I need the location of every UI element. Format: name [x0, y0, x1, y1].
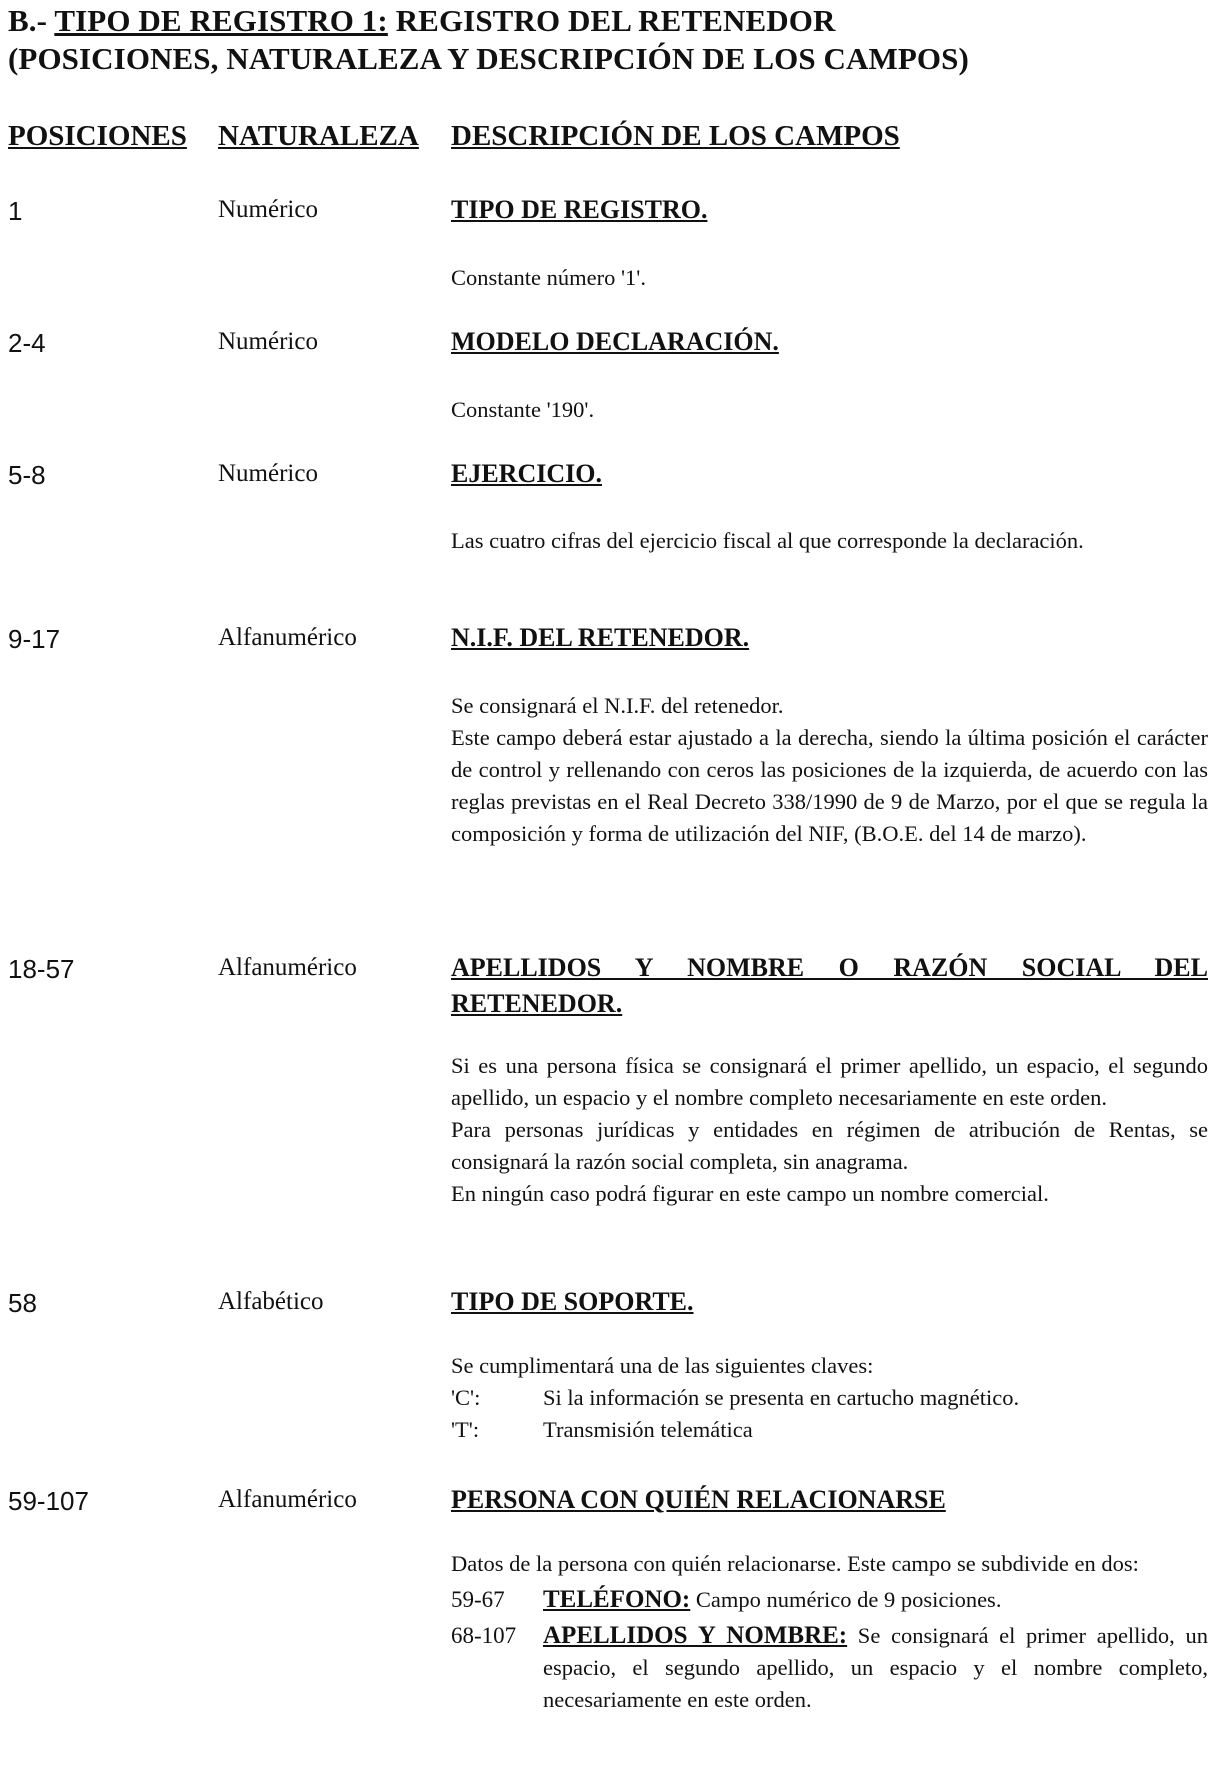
column-header-nature: NATURALEZA: [218, 120, 419, 152]
description-paragraph: En ningún caso podrá figurar en este campo un nombre comercial.: [451, 1181, 1049, 1206]
description-paragraph: Datos de la persona con quién relacionarse. Este campo se subdivide en dos:: [451, 1551, 1139, 1576]
field-positions: 59-107: [8, 1486, 89, 1516]
key-text: Si la información se presenta en cartucho magnético.: [543, 1385, 1020, 1410]
subfield-positions: 68-107: [451, 1623, 517, 1648]
subfield-row: [451, 1620, 1208, 1716]
field-name: APELLIDOS Y NOMBRE O RAZÓN SOCIAL DEL RETENEDOR.: [451, 953, 1208, 1018]
description-paragraph: Para personas jurídicas y entidades en régimen de atribución de Rentas, se consignará la razón social completa, sin anagrama.: [451, 1117, 1208, 1174]
field-positions: 1: [8, 196, 23, 226]
column-header-positions: POSICIONES: [8, 120, 187, 152]
document-page: [8, 0, 1208, 1790]
subfield-content: [543, 1620, 1208, 1716]
field-nature: Alfanumérico: [218, 954, 357, 981]
page-title: [8, 2, 969, 78]
description-paragraph: Constante '190'.: [451, 397, 595, 422]
field-description: [451, 525, 1208, 557]
field-positions: 58: [8, 1288, 37, 1318]
field-nature: Alfabético: [218, 1288, 324, 1315]
field-name: TIPO DE REGISTRO.: [451, 195, 708, 224]
subfield-name: TELÉFONO:: [543, 1586, 691, 1613]
key-row: [451, 1414, 1208, 1446]
field-description: [451, 1050, 1208, 1210]
field-description: [451, 1350, 1208, 1446]
description-paragraph: Si es una persona física se consignará el primer apellido, un espacio, el segundo apellido, un espacio y el nombre completo necesariamente en este orden.: [451, 1053, 1208, 1110]
description-paragraph: Este campo deberá estar ajustado a la derecha, siendo la última posición el carácter de control y rellenando con ceros las posiciones de la izquierda, de acuerdo con las reglas previstas en el Real Decreto 338/1990 de 9 de Marzo, por el que se regula la composición y forma de utilización del NIF, (B.O.E. del 14 de marzo).: [451, 725, 1208, 846]
description-paragraph: Constante número '1'.: [451, 265, 646, 290]
title-line-2: (POSICIONES, NATURALEZA Y DESCRIPCIÓN DE LOS CAMPOS): [8, 41, 969, 76]
title-prefix: B.-: [8, 3, 55, 38]
subfield-text: Se consignará el primer apellido, un espacio, el segundo apellido, un espacio y el nombre completo, necesariamente en este orden.: [543, 1623, 1208, 1712]
field-positions: 2-4: [8, 328, 46, 358]
field-nature: Numérico: [218, 196, 318, 223]
field-description: [451, 394, 1208, 426]
field-name: TIPO DE SOPORTE.: [451, 1287, 694, 1316]
field-name: EJERCICIO.: [451, 459, 602, 488]
field-description: [451, 690, 1208, 850]
subfield-row: [451, 1584, 1208, 1616]
field-positions: 5-8: [8, 460, 46, 490]
key-text: Transmisión telemática: [543, 1417, 753, 1442]
title-record-name: REGISTRO DEL RETENEDOR: [387, 3, 836, 38]
description-paragraph: Se consignará el N.I.F. del retenedor.: [451, 693, 784, 718]
field-description: [451, 1548, 1208, 1716]
subfield-name: APELLIDOS Y NOMBRE:: [543, 1622, 848, 1649]
key-code: 'C':: [451, 1385, 481, 1410]
key-row: [451, 1382, 1208, 1414]
subfield-content: [543, 1584, 1208, 1616]
field-nature: Numérico: [218, 328, 318, 355]
field-description: [451, 262, 1208, 294]
field-nature: Alfanumérico: [218, 624, 357, 651]
subfield-text: Campo numérico de 9 posiciones.: [690, 1587, 1002, 1612]
field-name: N.I.F. DEL RETENEDOR.: [451, 623, 750, 652]
field-positions: 9-17: [8, 624, 61, 654]
field-nature: Alfanumérico: [218, 1486, 357, 1513]
column-header-description: DESCRIPCIÓN DE LOS CAMPOS: [451, 120, 900, 152]
title-line-1: [8, 2, 969, 40]
field-name: MODELO DECLARACIÓN.: [451, 327, 779, 356]
key-code: 'T':: [451, 1417, 480, 1442]
field-name: PERSONA CON QUIÉN RELACIONARSE: [451, 1485, 946, 1514]
description-paragraph: Las cuatro cifras del ejercicio fiscal al que corresponde la declaración.: [451, 528, 1084, 553]
description-paragraph: Se cumplimentará una de las siguientes claves:: [451, 1353, 874, 1378]
title-record-type: TIPO DE REGISTRO 1:: [54, 3, 388, 38]
field-nature: Numérico: [218, 460, 318, 487]
field-positions: 18-57: [8, 954, 75, 984]
subfield-positions: 59-67: [451, 1587, 505, 1612]
